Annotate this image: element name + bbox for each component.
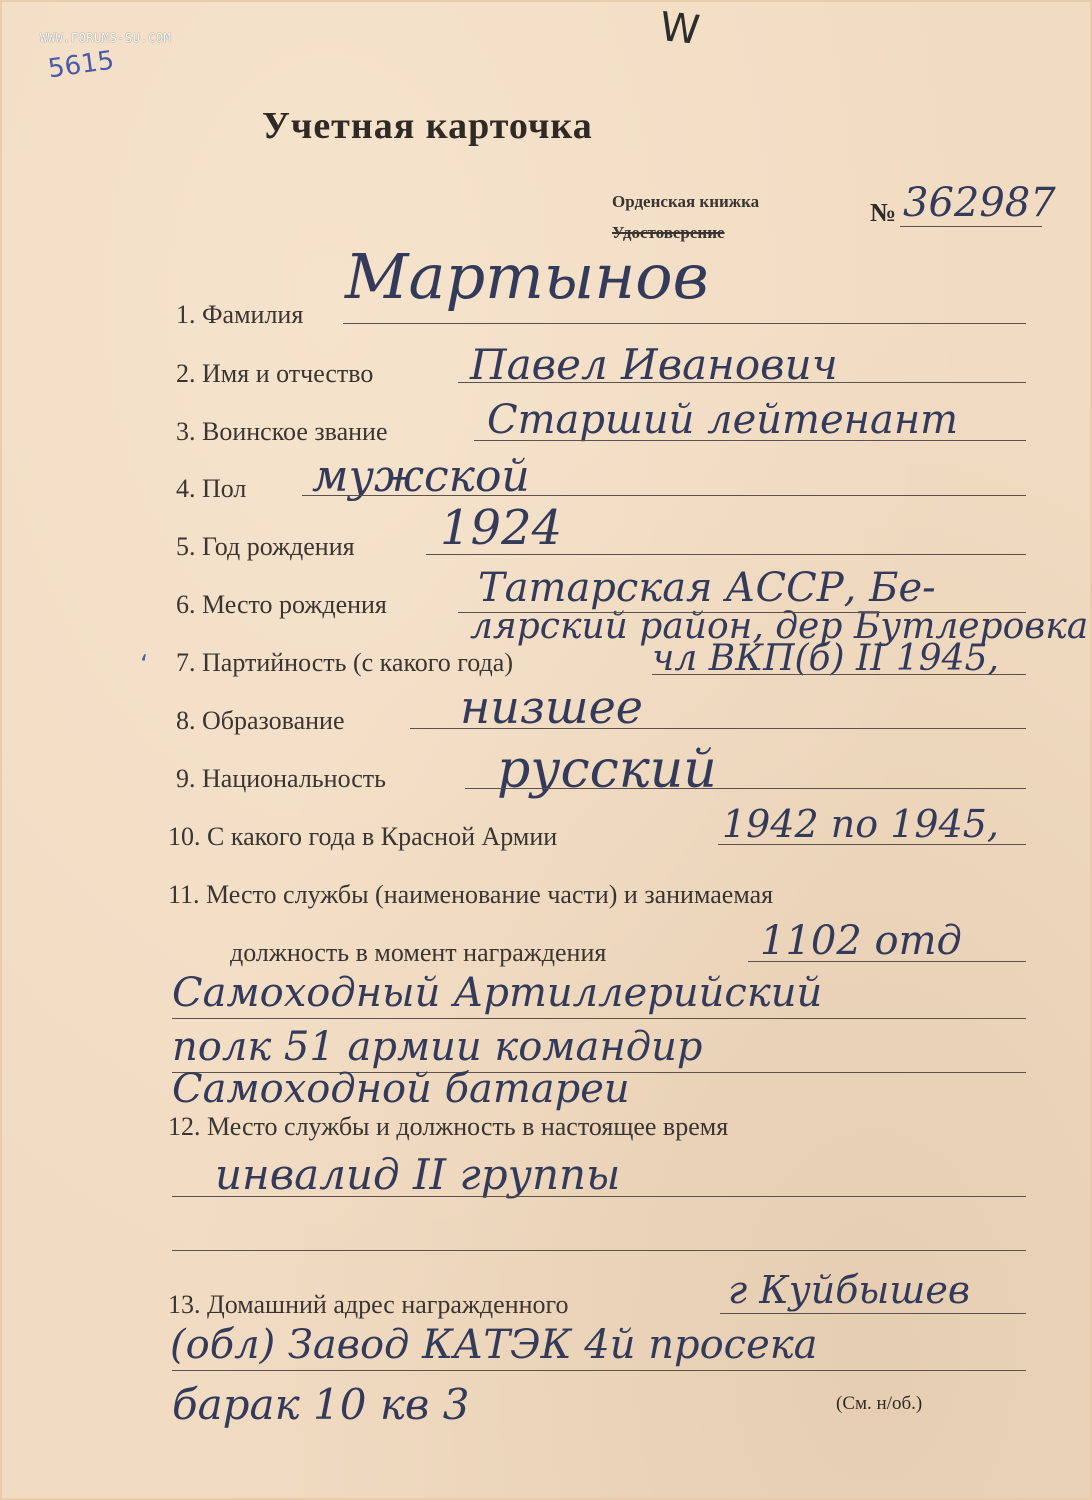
number-sign: №: [870, 198, 897, 227]
margin-tick-mark: ʻ: [140, 650, 149, 680]
field-10-value: 1942 по 1945,: [722, 802, 1000, 846]
pencil-mark-top: W: [657, 4, 702, 54]
field-2-label: 2. Имя и отчество: [176, 359, 374, 388]
field-9-label: 9. Национальность: [176, 764, 386, 793]
field-6-value-line2: лярский район, дер Бутлеровка: [470, 606, 1089, 647]
field-10-label: 10. С какого года в Красной Армии: [168, 822, 558, 851]
field-11-value-line1: 1102 отд: [760, 918, 962, 964]
field-4-value: мужской: [312, 451, 530, 502]
field-4-label: 4. Пол: [176, 474, 247, 503]
field-11-value-line2: Самоходный Артиллерийский: [172, 970, 823, 1016]
field-1-value: Мартынов: [345, 240, 709, 313]
see-reverse-note: (См. н/об.): [836, 1393, 923, 1414]
field-6-value-line1: Татарская АССР, Бе-: [478, 565, 936, 611]
field-3-label: 3. Воинское звание: [176, 417, 388, 446]
field-12-label: 12. Место службы и должность в настоящее время: [168, 1112, 729, 1141]
field-5-value: 1924: [440, 500, 563, 556]
field-13-value-line1: г Куйбышев: [728, 1268, 970, 1312]
order-book-label: Орденская книжка: [612, 192, 760, 211]
document-number: 362987: [903, 180, 1056, 226]
field-8-value: низшее: [460, 680, 644, 734]
field-11-value-line4: Самоходной батареи: [172, 1066, 630, 1112]
field-2-value: Павел Иванович: [470, 340, 838, 389]
field-7-value: чл ВКП(б) II 1945,: [652, 638, 999, 679]
field-13-value-line2: (обл) Завод КАТЭК 4й просека: [170, 1322, 818, 1368]
field-5-label: 5. Год рождения: [176, 532, 355, 561]
field-13-label: 13. Домашний адрес награжденного: [168, 1290, 569, 1319]
field-6-label: 6. Место рождения: [176, 590, 387, 619]
pencil-mark-corner: 5615: [46, 45, 116, 85]
field-11-label-line2: должность в момент награждения: [230, 938, 607, 967]
field-9-value: русский: [497, 740, 717, 800]
field-13-value-line3: барак 10 кв 3: [172, 1380, 470, 1429]
field-11-value-line3: полк 51 армии командир: [172, 1024, 703, 1070]
field-8-label: 8. Образование: [176, 706, 345, 735]
field-3-value: Старший лейтенант: [487, 397, 959, 443]
watermark: WWW.FORUMS-SU.COM: [40, 31, 172, 45]
field-12-value: инвалид II группы: [215, 1150, 621, 1199]
field-11-label-line1: 11. Место службы (наименование части) и занимаемая: [168, 880, 774, 909]
field-7-label: 7. Партийность (с какого года): [176, 648, 513, 677]
certificate-label-struck: Удостоверение: [612, 223, 725, 242]
field-1-label: 1. Фамилия: [176, 300, 304, 329]
card-title: Учетная карточка: [262, 105, 593, 147]
